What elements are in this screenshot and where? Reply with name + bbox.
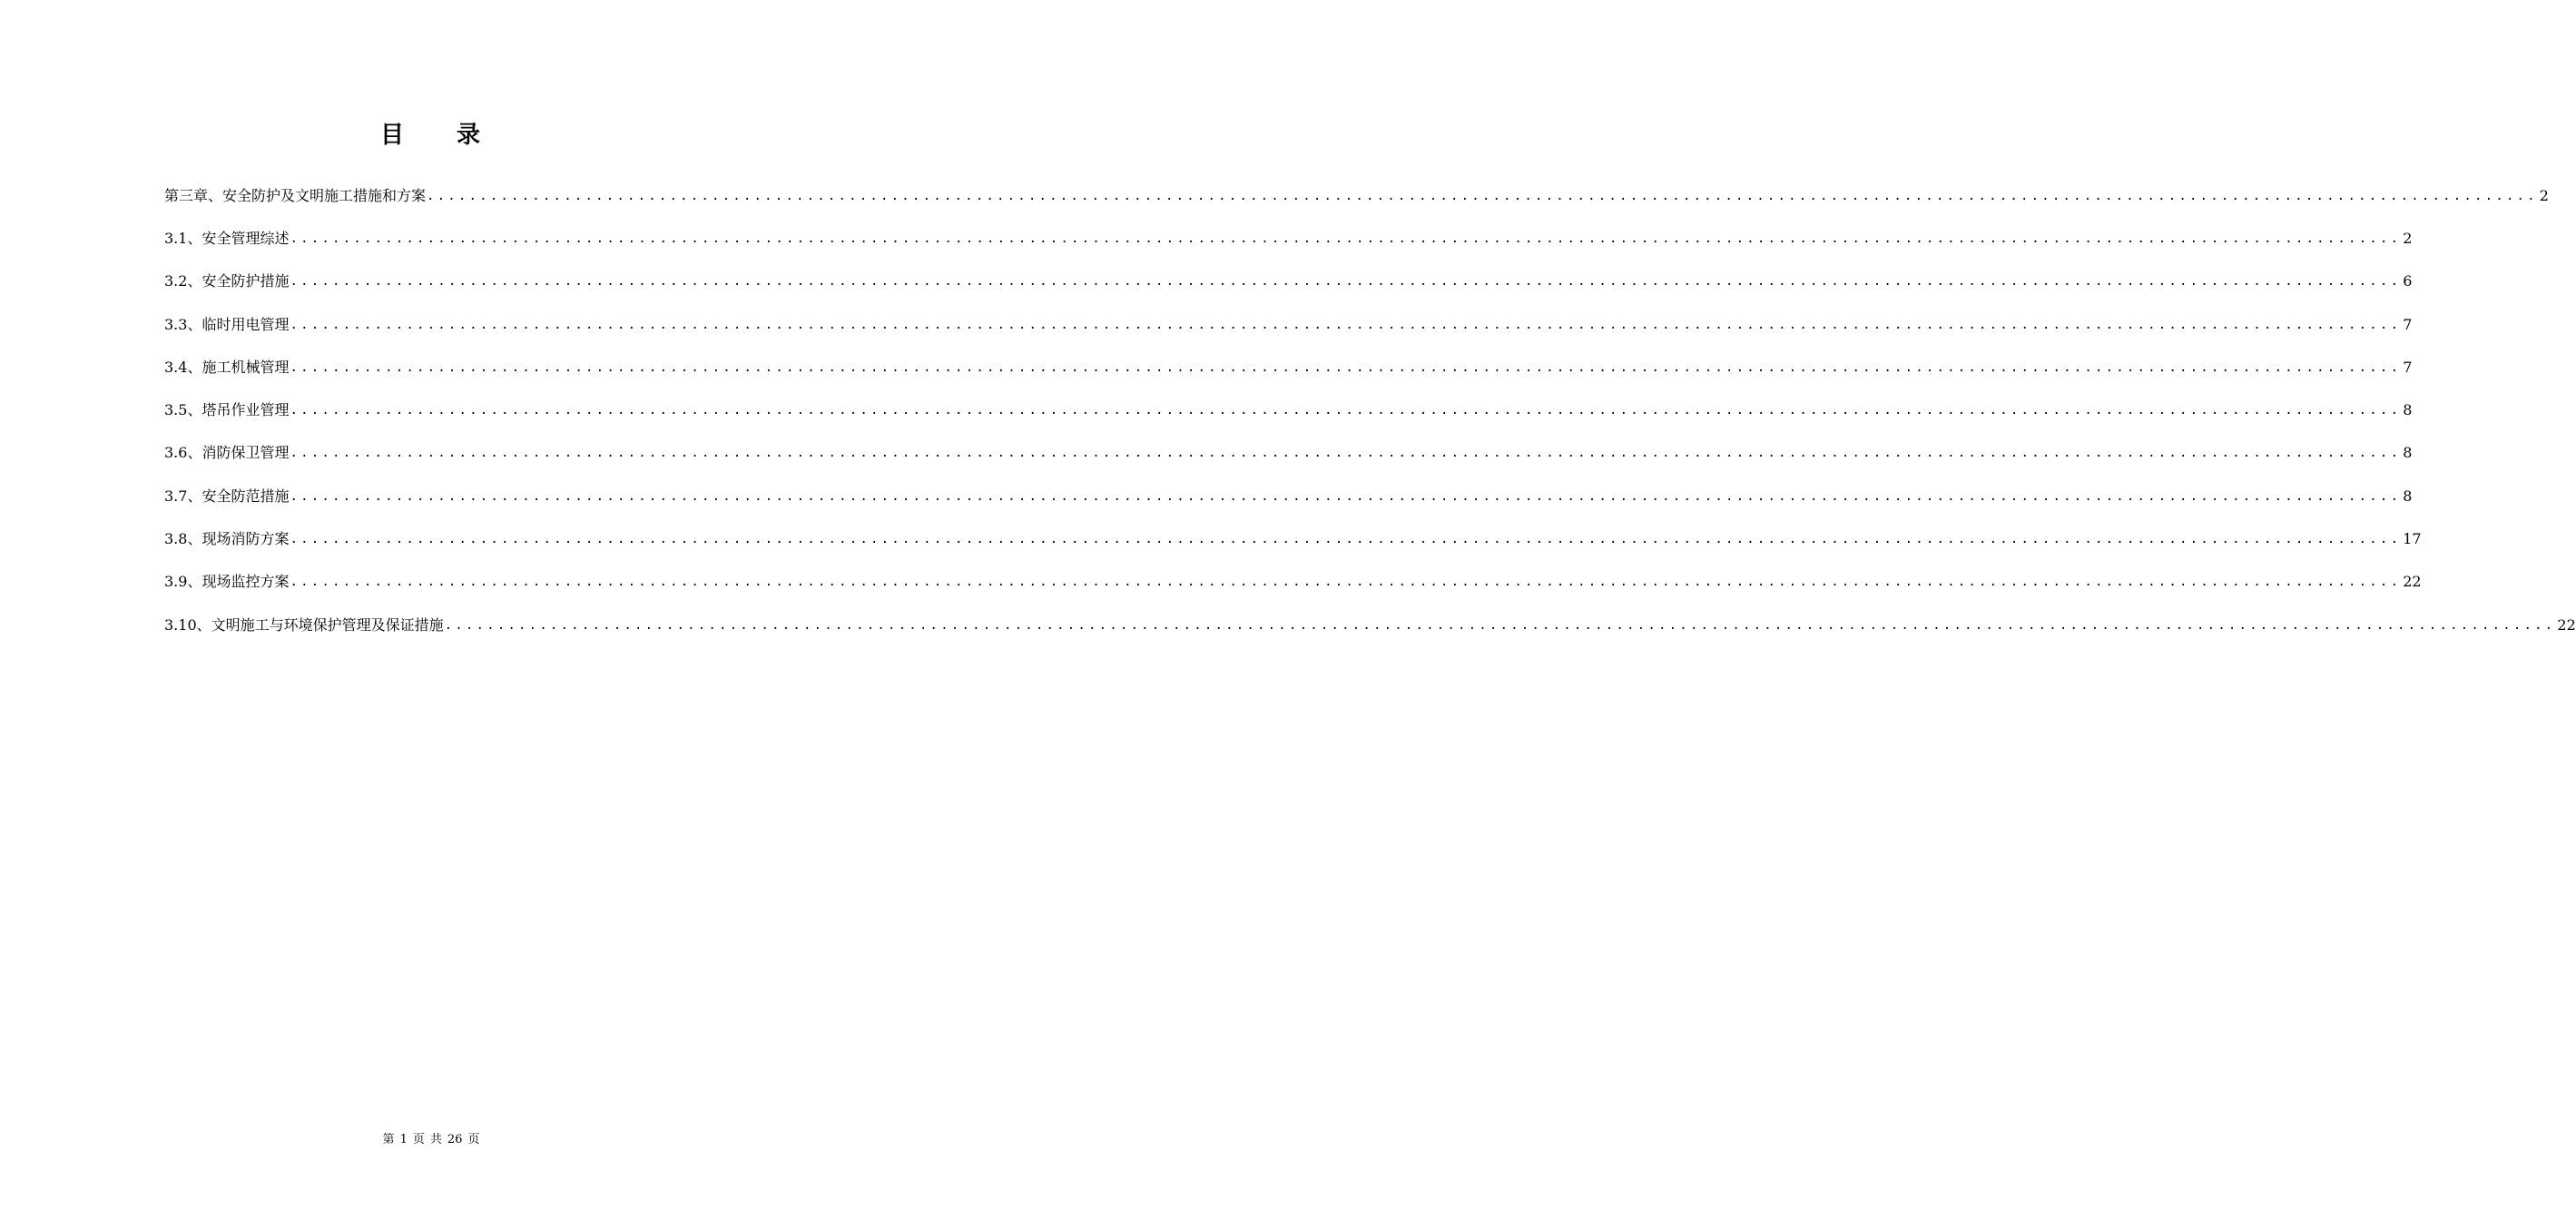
toc-entry-label: 3.5、塔吊作业管理 [164, 401, 290, 419]
footer-prefix: 第 [382, 1133, 395, 1146]
page-footer [0, 1132, 862, 1148]
toc-entry[interactable] [164, 561, 2422, 604]
toc-leader-dots: ........................................................................................................................................................................................................ [290, 532, 2402, 547]
toc-entry[interactable] [164, 475, 2413, 517]
toc-leader-dots: ........................................................................................................................................................................................................ [427, 188, 2538, 203]
footer-total-pages: 26 [447, 1133, 463, 1146]
toc-leader-dots: ........................................................................................................................................................................................................ [290, 446, 2402, 461]
toc-entry[interactable] [164, 261, 2413, 303]
toc-entry-page: 8 [2403, 401, 2413, 419]
toc-leader-dots: ........................................................................................................................................................................................................ [444, 617, 2556, 633]
toc-entry-page: 22 [2557, 615, 2576, 634]
toc-entry-label: 3.7、安全防范措施 [164, 487, 290, 505]
toc-entry-page: 8 [2403, 444, 2413, 462]
toc-entry-page: 2 [2539, 186, 2549, 204]
toc-entry[interactable] [164, 389, 2413, 431]
toc-entry[interactable] [164, 174, 2549, 217]
toc-title [0, 120, 862, 151]
footer-total-word: 共 [429, 1133, 442, 1146]
toc-entry-label: 3.9、现场监控方案 [164, 573, 290, 591]
toc-entry-label: 3.2、安全防护措施 [164, 272, 290, 290]
toc-leader-dots: ........................................................................................................................................................................................................ [290, 488, 2402, 504]
toc-entry[interactable] [164, 517, 2422, 560]
toc-title-char-1: 目 [379, 122, 406, 149]
toc-entry-label: 3.10、文明施工与环境保护管理及保证措施 [164, 615, 444, 634]
toc-entry-label: 3.4、施工机械管理 [164, 358, 290, 376]
footer-current-page: 1 [399, 1133, 408, 1146]
toc-leader-dots: ........................................................................................................................................................................................................ [290, 317, 2402, 332]
toc-entry-page: 6 [2403, 272, 2413, 290]
toc-leader-dots: ........................................................................................................................................................................................................ [290, 575, 2402, 590]
toc-entry-label: 3.1、安全管理综述 [164, 229, 290, 247]
toc-entry-label: 3.6、消防保卫管理 [164, 444, 290, 462]
toc-entry[interactable] [164, 303, 2413, 346]
toc-entry[interactable] [164, 346, 2413, 389]
toc-entry-page: 17 [2403, 530, 2422, 548]
toc-leader-dots: ........................................................................................................................................................................................................ [290, 403, 2402, 418]
toc-entry-page: 22 [2403, 573, 2422, 591]
toc-entry[interactable] [164, 432, 2413, 475]
footer-page-word: 页 [412, 1133, 425, 1146]
toc-leader-dots: ........................................................................................................................................................................................................ [290, 231, 2402, 246]
toc-leader-dots: ........................................................................................................................................................................................................ [290, 359, 2402, 375]
toc-leader-dots: ........................................................................................................................................................................................................ [290, 274, 2402, 290]
footer-suffix: 页 [467, 1133, 480, 1146]
toc-entry-label: 3.8、现场消防方案 [164, 530, 290, 548]
toc-entry-page: 7 [2403, 315, 2413, 333]
toc-entry-label: 3.3、临时用电管理 [164, 315, 290, 333]
toc-entry-page: 7 [2403, 358, 2413, 376]
toc-list [164, 174, 2576, 646]
toc-entry-page: 2 [2403, 229, 2413, 247]
toc-entry[interactable] [164, 604, 2576, 646]
toc-title-char-2: 录 [457, 122, 483, 149]
toc-entry-label: 第三章、安全防护及文明施工措施和方案 [164, 186, 427, 204]
toc-entry[interactable] [164, 217, 2413, 260]
toc-entry-page: 8 [2403, 487, 2413, 505]
